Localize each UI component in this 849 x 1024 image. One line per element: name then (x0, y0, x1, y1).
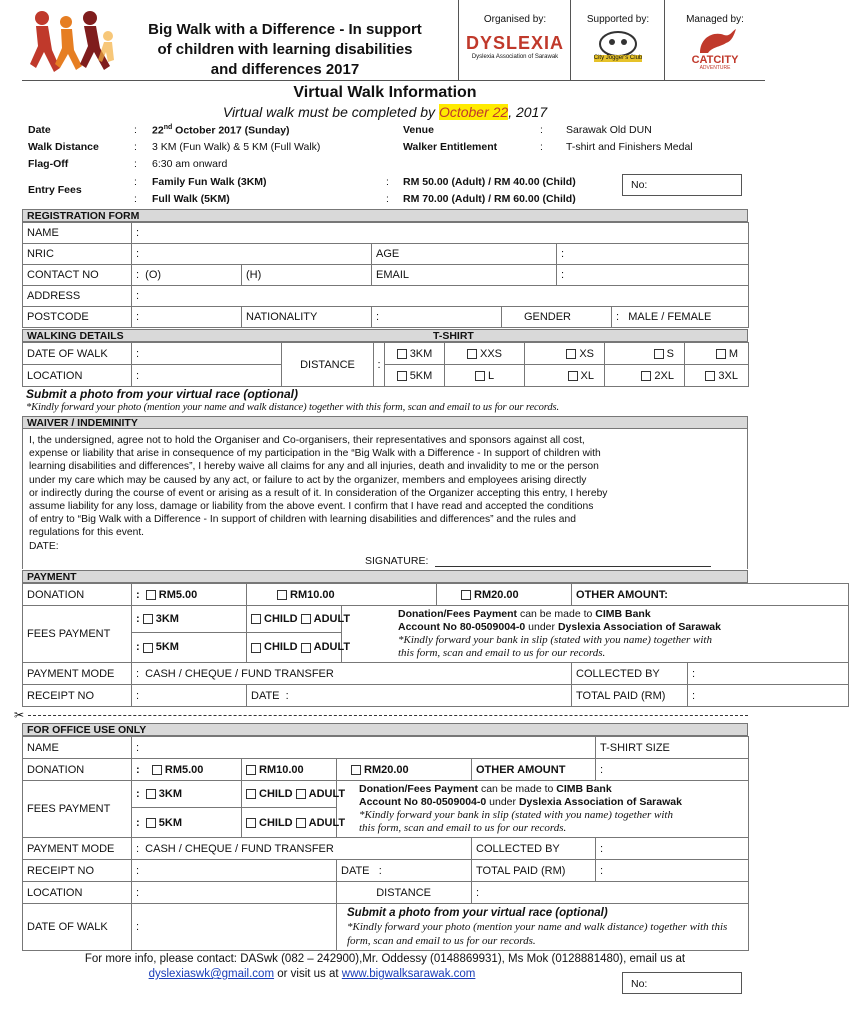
fees-payment-label: FEES PAYMENT (23, 606, 132, 663)
office-distance-field[interactable]: : (472, 882, 749, 904)
office-rm20-option[interactable] (337, 759, 472, 781)
distance-3km-label: 3KM (409, 347, 433, 360)
waiver-line: regulations for this event. (29, 527, 145, 539)
email-field[interactable]: : (557, 265, 749, 286)
fees-3km-adult-label: ADULT (313, 612, 351, 625)
distance-label: DISTANCE (282, 343, 374, 387)
fees-5km-label: 5KM (155, 641, 179, 654)
office-rm20-label: RM20.00 (364, 763, 409, 776)
payment-table (22, 583, 849, 707)
payment-section-header: PAYMENT (22, 570, 748, 583)
distance-5km-option[interactable] (385, 365, 445, 387)
office-other-amount-field[interactable]: : (596, 759, 749, 781)
checkbox-rm10[interactable] (277, 590, 287, 600)
gender-options: MALE / FEMALE (628, 311, 712, 323)
office-rm5-label: RM5.00 (164, 763, 204, 776)
size-s-option[interactable] (605, 343, 685, 365)
fee2-name: Full Walk (5KM) (152, 193, 230, 205)
office-row-fees-3km (23, 781, 749, 808)
distance-colon: : (374, 343, 385, 387)
receipt-label: RECEIPT NO (23, 685, 132, 707)
location-field[interactable]: : (132, 365, 282, 387)
office-section-header: FOR OFFICE USE ONLY (22, 723, 748, 736)
footer-links (22, 968, 602, 980)
name-field[interactable]: : (132, 223, 749, 244)
gender-label: GENDER (502, 307, 612, 328)
office-bank-info-3: *Kindly forward your bank in slip (stated with you name) together with (359, 809, 673, 821)
runners-logo (22, 6, 118, 82)
office-bank-info-2c: Dyslexia Association of Sarawak (518, 796, 682, 808)
office-photo-note (337, 904, 749, 951)
event-title-line1: Big Walk with a Difference - In support (148, 21, 422, 38)
fee1-colon-2: : (386, 176, 389, 188)
checkbox-5km-child[interactable] (251, 643, 261, 653)
event-title (120, 20, 450, 80)
office-collected-field[interactable]: : (596, 838, 749, 860)
bank-info-4: this form, scan and email to us for our records. (398, 647, 606, 659)
checkbox-office-3km-child[interactable] (246, 789, 256, 799)
total-paid-label: TOTAL PAID (RM) (572, 685, 688, 707)
name-label: NAME (23, 223, 132, 244)
office-receipt-field[interactable]: : (132, 860, 337, 882)
receipt-field[interactable]: : (132, 685, 247, 707)
checkbox-3km-adult[interactable] (301, 614, 311, 624)
date-value (152, 124, 290, 137)
office-fees-label: FEES PAYMENT (23, 781, 132, 838)
waiver-box (22, 429, 748, 569)
postcode-label: POSTCODE (23, 307, 132, 328)
office-row-donation (23, 759, 749, 781)
office-fees-3km-option[interactable]: : 3KM (132, 781, 242, 808)
venue-label: Venue (403, 124, 434, 136)
checkbox-2xl[interactable] (641, 371, 651, 381)
fees-3km-child-option[interactable] (247, 606, 351, 633)
date-value-sup: nd (163, 124, 173, 131)
contact-home-field[interactable] (242, 265, 372, 286)
waiver-text (23, 429, 747, 553)
office-date-of-walk-field[interactable]: : (132, 904, 337, 951)
pay-date-label: DATE (251, 689, 280, 702)
payment-mode-value: CASH / CHEQUE / FUND TRANSFER (145, 667, 334, 680)
office-3km-adult-label: ADULT (308, 788, 346, 801)
office-5km-adult-label: ADULT (308, 816, 346, 829)
office-location-label: LOCATION (23, 882, 132, 904)
fee2-colon-2: : (386, 193, 389, 205)
checkbox-3km[interactable] (397, 349, 407, 359)
header-rule (22, 80, 748, 81)
size-xl-option[interactable] (525, 365, 605, 387)
office-bank-info-1c: CIMB Bank (556, 783, 612, 795)
office-bank-info-1a: Donation/Fees Payment (359, 783, 479, 795)
nationality-label: NATIONALITY (242, 307, 372, 328)
photo-title: Submit a photo from your virtual race (optional) (26, 387, 299, 401)
email-label: EMAIL (372, 265, 557, 286)
fees-5km-adult-label: ADULT (313, 641, 351, 654)
dyslexia-logo: DYSLEXIA (465, 33, 565, 53)
checkbox-l[interactable] (475, 371, 485, 381)
office-3km-child-option[interactable] (242, 781, 346, 808)
fees-5km-child-label: CHILD (264, 641, 298, 654)
office-photo-title: Submit a photo from your virtual race (optional) (347, 907, 608, 919)
office-other-amount-label: OTHER AMOUNT (472, 759, 596, 781)
checkbox-fees-3km[interactable] (143, 614, 153, 624)
waiver-line: I, the undersigned, agree not to hold the Organiser and Co-organisers, their representatives and sponsors against all cost, (29, 435, 585, 446)
waiver-line: learning disabilities and differences”, I hereby waive all claims for any and all injuries, death and invalidity to me or the person (29, 461, 599, 473)
contact-home-label: (H) (246, 269, 262, 281)
catcity-logo-sub: ADVENTURE (699, 65, 731, 71)
checkbox-s[interactable] (654, 349, 664, 359)
size-3xl-label: 3XL (718, 369, 738, 382)
office-distance-label: DISTANCE (337, 882, 472, 904)
office-row-date-of-walk (23, 904, 749, 951)
donation-rm5-option[interactable]: : RM5.00 (132, 584, 247, 606)
collected-by-field[interactable]: : (688, 663, 849, 685)
size-s-label: S (666, 347, 674, 360)
total-paid-field[interactable]: : (688, 685, 849, 707)
deadline-date: October 22 (438, 104, 509, 120)
pay-row-mode (23, 663, 849, 685)
flagoff-value: 6:30 am onward (152, 158, 228, 170)
manager-cell (664, 0, 765, 81)
collected-by-label: COLLECTED BY (572, 663, 688, 685)
size-2xl-label: 2XL (654, 369, 674, 382)
organiser-cell (458, 0, 571, 81)
donation-rm5-label: RM5.00 (158, 588, 198, 601)
tshirt-section-label: T-SHIRT (433, 330, 474, 342)
checkbox-3km-child[interactable] (251, 614, 261, 624)
waiver-section-header: WAIVER / INDEMINITY (22, 416, 748, 429)
size-xxs-option[interactable] (445, 343, 525, 365)
reg-row-postcode (23, 307, 749, 328)
checkbox-5km-adult[interactable] (301, 643, 311, 653)
office-total-label: TOTAL PAID (RM) (472, 860, 596, 882)
bank-info-3: *Kindly forward your bank in slip (stated with you name) together with (398, 634, 712, 646)
event-title-line3: and differences 2017 (210, 61, 360, 78)
footer-number-label: No: (631, 978, 648, 990)
entitlement-colon: : (540, 141, 543, 153)
office-date-field[interactable]: DATE : (337, 860, 472, 882)
office-rm5-option[interactable]: : RM5.00 (132, 759, 242, 781)
contact-office-label: (O) (145, 269, 162, 281)
donation-rm20-option[interactable] (437, 584, 572, 606)
bank-info-1a: Donation/Fees Payment (398, 608, 518, 620)
office-row-name (23, 737, 749, 759)
footer-email-link[interactable]: dyslexiaswk@gmail.com (148, 968, 275, 980)
reg-row-address (23, 286, 749, 307)
fee1-name: Family Fun Walk (3KM) (152, 176, 267, 188)
size-xs-label: XS (579, 347, 594, 360)
office-receipt-label: RECEIPT NO (23, 860, 132, 882)
date-value-rest: October 2017 (Sunday) (172, 124, 290, 137)
photo-text: *Kindly forward your photo (mention your name and walk distance) together with this form, scan and email to us for our records. (26, 402, 559, 413)
donation-rm20-label: RM20.00 (474, 588, 519, 601)
pay-row-donation (23, 584, 849, 606)
joggers-club-logo-text: City Jogger's Club (593, 55, 643, 61)
office-date-of-walk-label: DATE OF WALK (23, 904, 132, 951)
flagoff-colon: : (134, 158, 137, 170)
bank-info-1b: can be made to (517, 608, 596, 620)
contact-office-field[interactable]: : (O) (132, 265, 242, 286)
nationality-field[interactable]: : (372, 307, 502, 328)
office-bank-info (337, 781, 749, 838)
office-3km-child-label: CHILD (259, 788, 293, 801)
location-label: LOCATION (23, 365, 132, 387)
fees-3km-option[interactable]: : 3KM (132, 606, 247, 633)
organised-by-label: Organised by: (483, 14, 547, 25)
office-mode-field[interactable]: : CASH / CHEQUE / FUND TRANSFER (132, 838, 472, 860)
checkbox-xxs[interactable] (467, 349, 477, 359)
footer-contact: For more info, please contact: DASwk (082 – 242900),Mr. Oddessy (0148869931), Ms Mok (0128881480), email us at (84, 953, 686, 965)
bank-info-2c: Dyslexia Association of Sarawak (557, 621, 721, 633)
reg-row-contact (23, 265, 749, 286)
walking-section-label: WALKING DETAILS (27, 330, 124, 342)
fee1-price: RM 50.00 (Adult) / RM 40.00 (Child) (403, 176, 576, 188)
fees-3km-child-label: CHILD (264, 612, 298, 625)
registration-section-header: REGISTRATION FORM (22, 209, 748, 222)
donation-rm10-option[interactable] (247, 584, 437, 606)
bank-info-1c: CIMB Bank (595, 608, 651, 620)
size-l-option[interactable] (445, 365, 525, 387)
checkbox-office-3km-adult[interactable] (296, 789, 306, 799)
postcode-field[interactable]: : (132, 307, 242, 328)
checkbox-office-5km[interactable] (146, 818, 156, 828)
pay-row-fees-3km (23, 606, 849, 633)
office-photo-text: *Kindly forward your photo (mention your name and walk distance) together with this form, scan and email to us for our records. (347, 921, 728, 947)
fees-3km-label: 3KM (155, 612, 179, 625)
distance-colon: : (134, 141, 137, 153)
checkbox-fees-5km[interactable] (143, 643, 153, 653)
date-value-day: 22 (152, 124, 164, 137)
waiver-line: assume liability for any loss, damage or liability from the above event. I confirm that I have read and accepted the conditions (29, 501, 594, 513)
age-label: AGE (372, 244, 557, 265)
date-label: Date (28, 124, 51, 136)
fee2-colon: : (134, 193, 137, 205)
fee2-price: RM 70.00 (Adult) / RM 60.00 (Child) (403, 193, 576, 205)
office-tshirt-size-field[interactable] (596, 737, 749, 759)
size-l-label: L (487, 369, 495, 382)
address-label: ADDRESS (23, 286, 132, 307)
info-subtitle-prefix: Virtual walk must be completed by (222, 104, 439, 120)
size-m-label: M (728, 347, 738, 360)
entitlement-value: T-shirt and Finishers Medal (566, 141, 693, 153)
distance-label: Walk Distance (28, 141, 99, 153)
footer-links-mid: or visit us at (274, 968, 342, 980)
checkbox-office-5km-adult[interactable] (296, 818, 306, 828)
checkbox-m[interactable] (716, 349, 726, 359)
checkbox-rm20[interactable] (461, 590, 471, 600)
office-fees-5km-option[interactable]: : 5KM (132, 808, 242, 838)
size-xxs-label: XXS (479, 347, 502, 360)
signature-label: SIGNATURE: (365, 555, 429, 567)
reg-row-nric (23, 244, 749, 265)
checkbox-office-rm10[interactable] (246, 765, 256, 775)
office-row-receipt (23, 860, 749, 882)
office-name-label: NAME (23, 737, 132, 759)
payment-mode-label: PAYMENT MODE (23, 663, 132, 685)
waiver-line: or indirectly during the course of event or arising as a result of it. In consideration of the Organizer accepting this entry, I hereby (29, 487, 608, 499)
address-field[interactable]: : (132, 286, 749, 307)
office-total-field[interactable]: : (596, 860, 749, 882)
managed-by-label: Managed by: (686, 14, 744, 25)
fees-5km-child-option[interactable] (247, 632, 351, 662)
reg-row-name (23, 223, 749, 244)
distance-5km-label: 5KM (409, 369, 433, 382)
event-title-line2: of children with learning disabilities (157, 41, 413, 58)
signature-line[interactable] (435, 566, 711, 567)
venue-value: Sarawak Old DUN (566, 124, 652, 136)
checkbox-xs[interactable] (566, 349, 576, 359)
office-bank-info-4: this form, scan and email to us for our records. (359, 822, 567, 834)
walk-row-2 (23, 365, 749, 387)
size-xl-label: XL (580, 369, 594, 382)
office-rm10-option[interactable] (242, 759, 337, 781)
office-5km-child-option[interactable] (242, 808, 346, 838)
office-5km-child-label: CHILD (259, 816, 293, 829)
scissors-icon: ✂ (14, 708, 25, 722)
office-name-field[interactable]: : (132, 737, 596, 759)
walk-row-1 (23, 343, 749, 365)
bank-info (342, 606, 849, 663)
date-of-walk-field[interactable]: : (132, 343, 282, 365)
footer-number-box[interactable] (622, 972, 742, 994)
checkbox-rm5[interactable] (146, 590, 156, 600)
office-location-field[interactable]: : (132, 882, 337, 904)
office-fees-3km-label: 3KM (158, 788, 183, 801)
gender-field[interactable]: : MALE / FEMALE (612, 307, 749, 328)
office-mode-value: CASH / CHEQUE / FUND TRANSFER (145, 842, 334, 855)
office-bank-info-2a: Account No 80-0509004-0 (359, 796, 487, 808)
checkbox-3xl[interactable] (705, 371, 715, 381)
waiver-line: under my care which may be caused by any act, or failure to act by the organizer, members and employees arising directly (29, 474, 587, 486)
walking-table (22, 342, 749, 387)
distance-value: 3 KM (Fun Walk) & 5 KM (Full Walk) (152, 141, 321, 153)
donation-label: DONATION (23, 584, 132, 606)
cut-line (28, 715, 748, 716)
office-tshirt-size-label: T-SHIRT SIZE (600, 741, 670, 754)
donation-rm10-label: RM10.00 (290, 588, 335, 601)
payment-mode-field[interactable]: : CASH / CHEQUE / FUND TRANSFER (132, 663, 572, 685)
waiver-line: of entry to “Big Walk with a Difference - In support of children with learning disabilities and differences” and the rules and (29, 514, 576, 526)
checkbox-office-5km-child[interactable] (246, 818, 256, 828)
size-m-option[interactable] (685, 343, 749, 365)
waiver-date-label: DATE: (29, 540, 59, 552)
supporter-cell (570, 0, 665, 81)
office-bank-info-2b: under (486, 796, 519, 808)
registration-table (22, 222, 749, 328)
checkbox-office-rm20[interactable] (351, 765, 361, 775)
size-2xl-option[interactable] (605, 365, 685, 387)
office-donation-label: DONATION (23, 759, 132, 781)
contact-label: CONTACT NO (23, 265, 132, 286)
size-3xl-option[interactable] (685, 365, 749, 387)
checkbox-5km[interactable] (397, 371, 407, 381)
form-number-box[interactable] (622, 174, 742, 196)
nric-label: NRIC (23, 244, 132, 265)
catcity-logo (690, 27, 740, 55)
catcity-logo-text: CATCITY (691, 54, 739, 66)
bank-info-2a: Account No 80-0509004-0 (398, 621, 526, 633)
office-row-location (23, 882, 749, 904)
office-fees-5km-label: 5KM (158, 816, 183, 829)
footer-website-link[interactable]: www.bigwalksarawak.com (341, 968, 476, 980)
office-collected-label: COLLECTED BY (472, 838, 596, 860)
distance-3km-option[interactable] (385, 343, 445, 365)
form-number-label: No: (631, 179, 648, 191)
entitlement-label: Walker Entitlement (403, 141, 498, 153)
pay-row-receipt (23, 685, 849, 707)
supported-by-label: Supported by: (586, 14, 650, 25)
walking-section-header (22, 329, 748, 342)
office-mode-label: PAYMENT MODE (23, 838, 132, 860)
fee1-colon: : (134, 176, 137, 188)
checkbox-office-3km[interactable] (146, 789, 156, 799)
waiver-line: expense or liability that arise in consequence of my participation in the “Big Walk with a Difference - In support of children with (29, 448, 601, 460)
dyslexia-logo-sub: Dyslexia Association of Sarawak (471, 54, 559, 60)
pay-date-field[interactable]: DATE : (247, 685, 572, 707)
bank-info-2b: under (525, 621, 558, 633)
fees-5km-option[interactable]: : 5KM (132, 632, 247, 662)
office-rm10-label: RM10.00 (259, 763, 304, 776)
info-subtitle-suffix: , 2017 (508, 104, 548, 120)
office-bank-info-1b: can be made to (478, 783, 557, 795)
checkbox-xl[interactable] (568, 371, 578, 381)
info-title: Virtual Walk Information (293, 84, 477, 101)
office-table (22, 736, 749, 951)
date-of-walk-label: DATE OF WALK (23, 343, 132, 365)
venue-colon: : (540, 124, 543, 136)
flagoff-label: Flag-Off (28, 158, 69, 170)
office-row-mode (23, 838, 749, 860)
size-xs-option[interactable] (525, 343, 605, 365)
info-subtitle (22, 104, 748, 120)
checkbox-office-rm5[interactable] (152, 765, 162, 775)
other-amount-field[interactable] (572, 584, 849, 606)
other-amount-label: OTHER AMOUNT: (576, 588, 668, 601)
age-field[interactable]: : (557, 244, 749, 265)
office-date-label: DATE (341, 864, 370, 877)
nric-field[interactable]: : (132, 244, 372, 265)
fees-label: Entry Fees (28, 184, 82, 196)
date-colon: : (134, 124, 137, 136)
